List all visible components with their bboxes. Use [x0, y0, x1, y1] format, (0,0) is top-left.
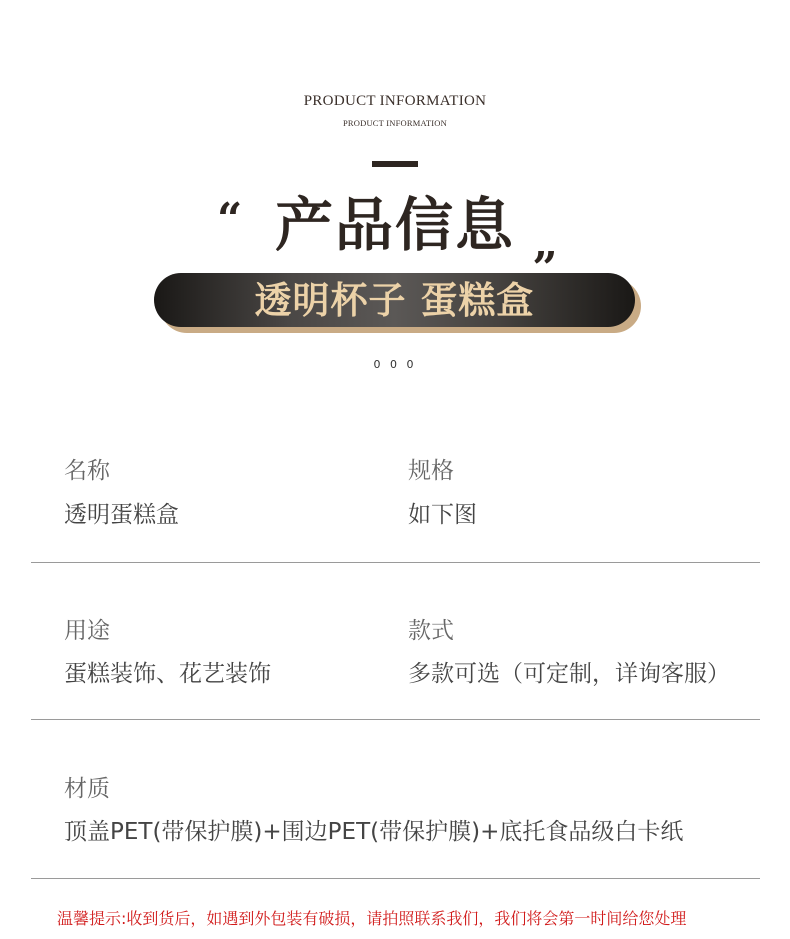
spec-label-usage: 用途 [64, 618, 110, 644]
divider [31, 562, 760, 563]
english-subheading: PRODUCT INFORMATION [342, 118, 447, 128]
spec-label-name: 名称 [64, 458, 110, 484]
shipping-notice: 温馨提示:收到货后，如遇到外包装有破损，请拍照联系我们，我们将会第一时间给您处理 [57, 909, 687, 928]
divider [31, 719, 760, 720]
spec-value-name: 透明蛋糕盒 [64, 502, 179, 528]
spec-value-usage: 蛋糕装饰、花艺装饰 [64, 661, 271, 687]
spec-label-size: 规格 [408, 458, 454, 484]
spec-value-material: 顶盖PET(带保护膜)+围边PET(带保护膜)+底托食品级白卡纸 [64, 819, 684, 845]
close-quote-mark: „ [533, 218, 559, 269]
spec-value-style: 多款可选（可定制，详询客服） [408, 661, 730, 687]
spec-value-size: 如下图 [408, 502, 477, 528]
open-quote-mark: “ [217, 194, 243, 245]
spec-label-material: 材质 [64, 776, 110, 802]
page-title: 产品信息 [274, 191, 515, 259]
english-heading: PRODUCT INFORMATION [303, 93, 487, 109]
dots-decoration: 0 0 0 [373, 358, 417, 371]
spec-label-style: 款式 [408, 618, 454, 644]
divider [31, 878, 760, 879]
title-dash-decoration [372, 161, 418, 167]
product-banner-text: 透明杯子 蛋糕盒 [254, 278, 535, 322]
